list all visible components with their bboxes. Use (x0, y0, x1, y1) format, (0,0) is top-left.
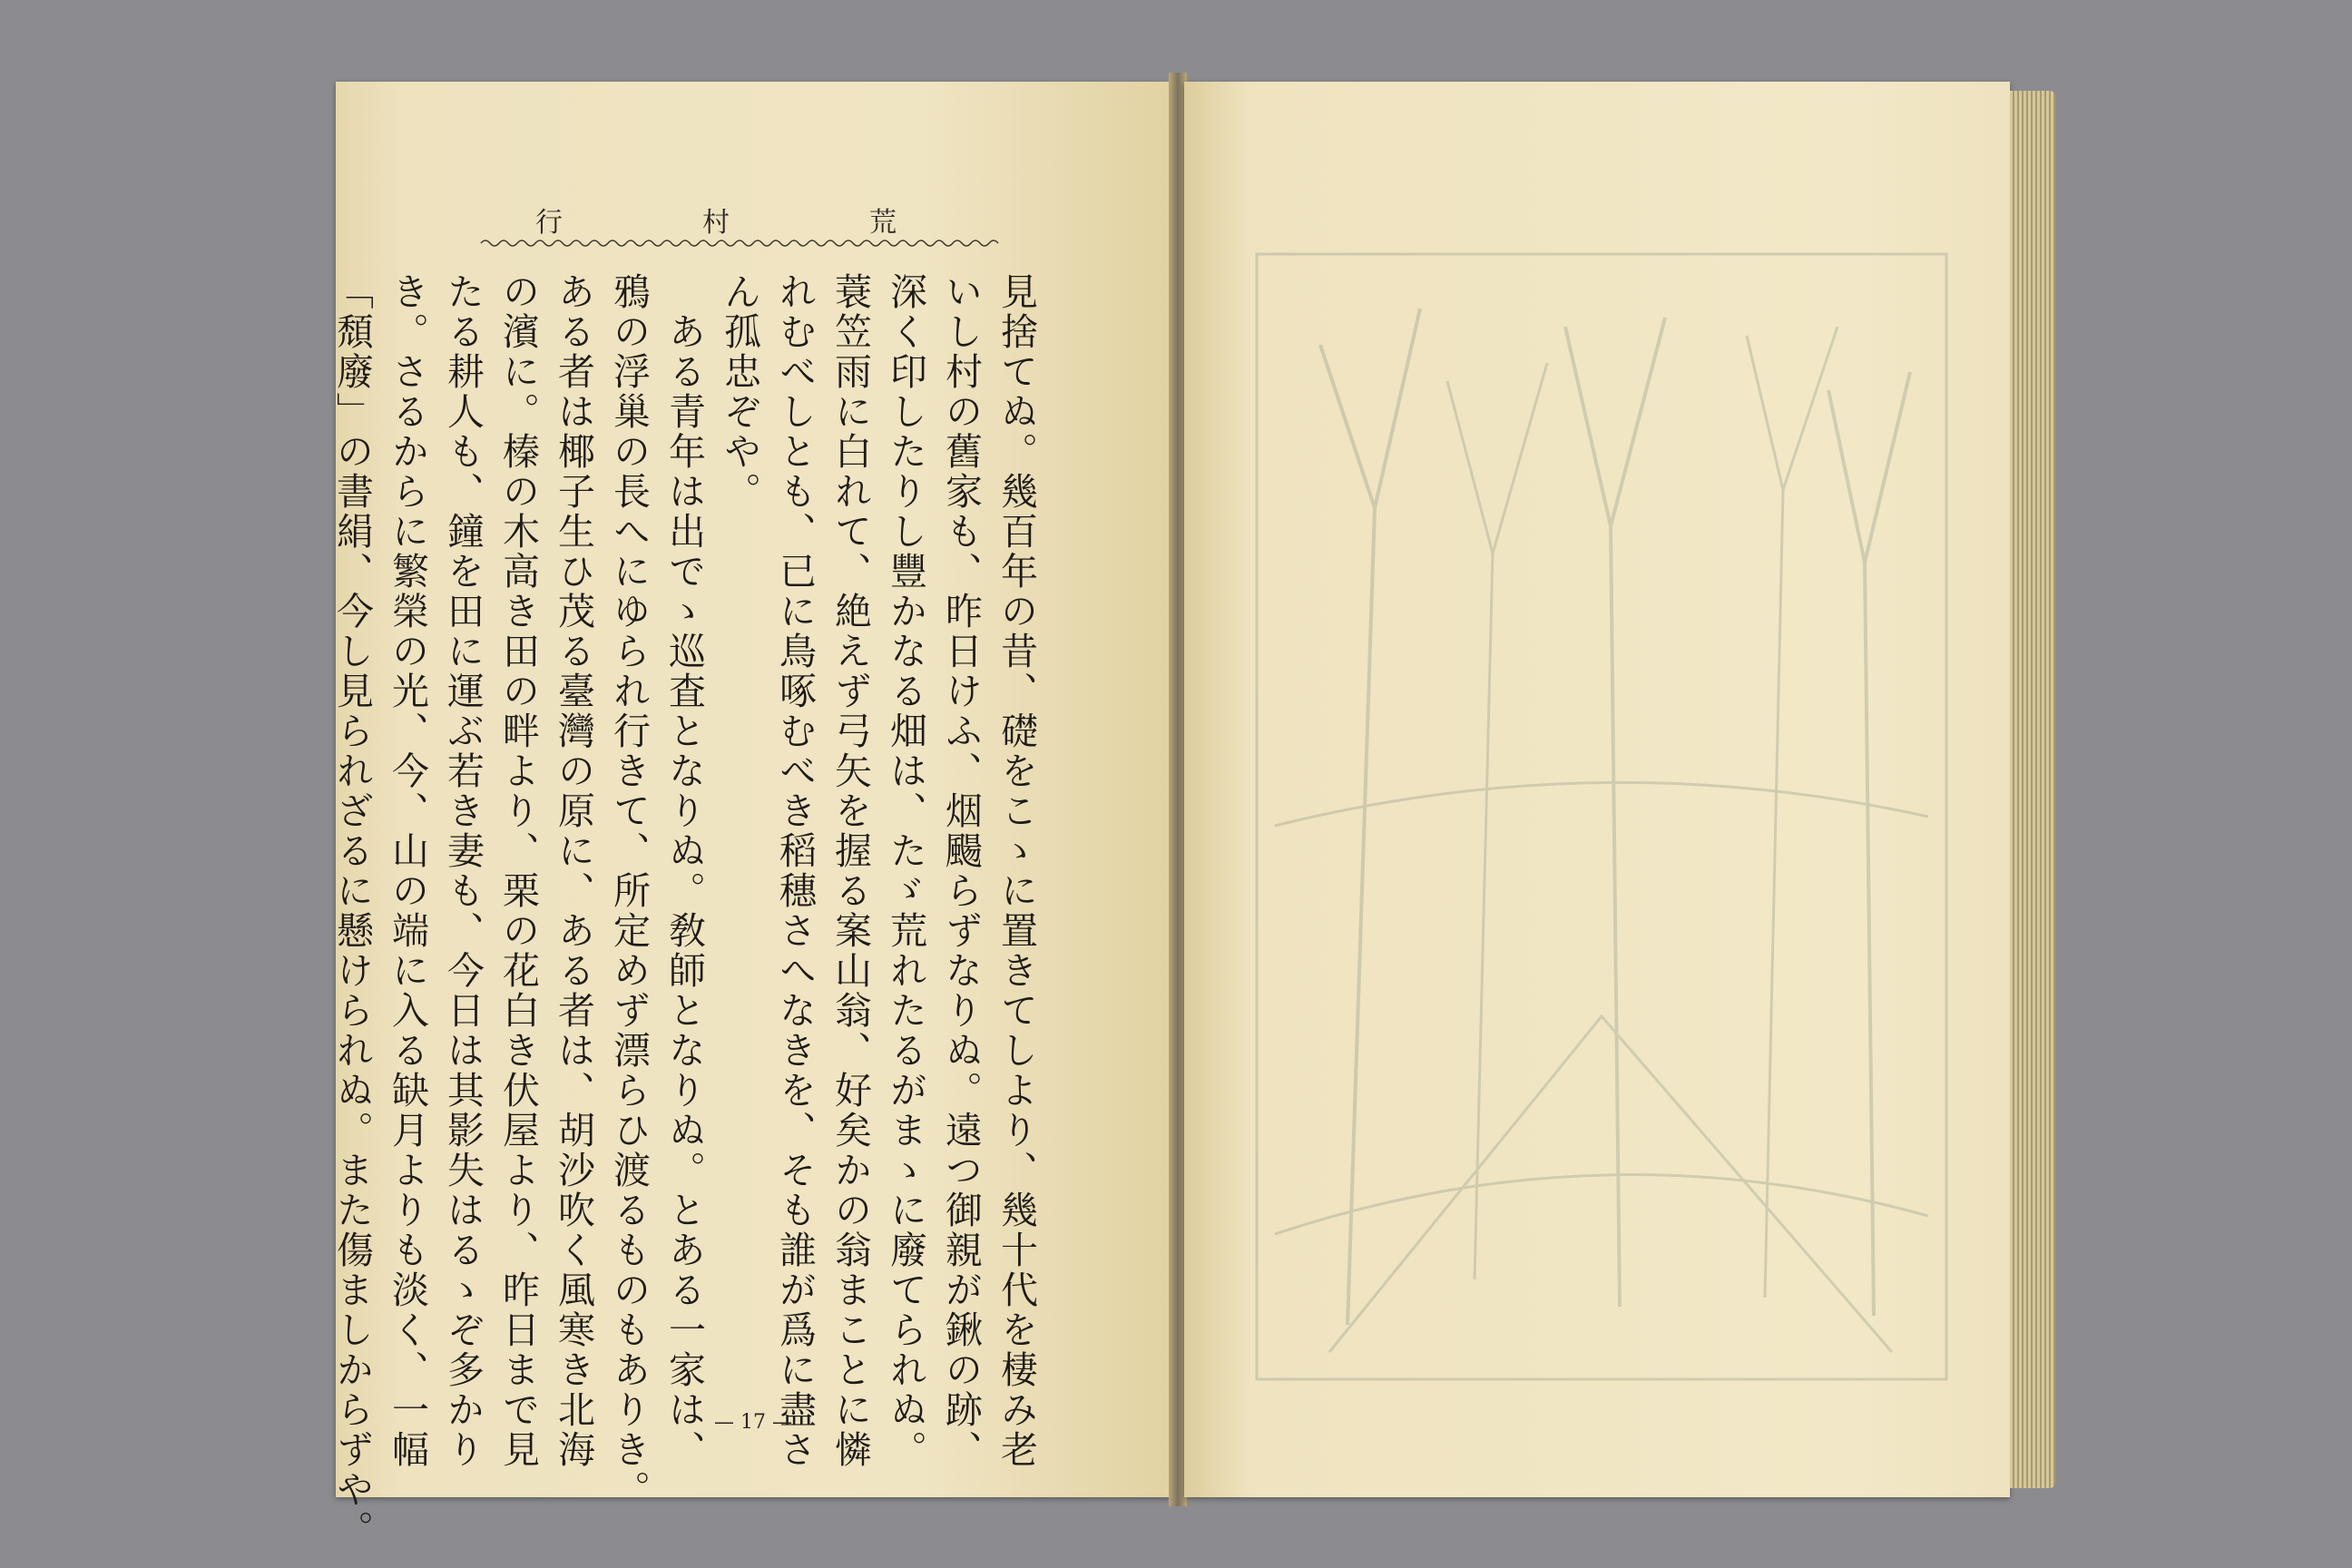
right-page (1184, 82, 2010, 1497)
text-column: 「頹廢」の書絹、今し見られざるに懸けられぬ。また傷ましからずや。 (330, 272, 374, 1550)
text-column: 深く印したりし豐かなる畑は、たゞ荒れたるがまゝに廢てられぬ。 (884, 272, 927, 1470)
running-head-char-3: 荒 (869, 207, 898, 239)
page-edges (2010, 91, 2055, 1488)
wavy-rule-divider (481, 236, 998, 250)
text-column: ん孤忠ぞや。 (718, 272, 761, 512)
text-column: れむべしとも、已に鳥啄むべき稻穗さへなきを、そも誰が爲に盡さ (773, 272, 817, 1470)
left-page (330, 82, 1171, 1550)
running-head-char-2: 村 (702, 207, 731, 239)
faint-forest-illustration (1239, 236, 1965, 1397)
running-head (535, 200, 898, 240)
text-column: いし村の舊家も、昨日けふ、烟颺らずなりぬ。遠つ御親が鍬の跡、 (939, 272, 983, 1470)
text-column: 鴉の浮巢の長へにゆられ行きて、所定めず漂らひ渡るものもありき。 (607, 272, 651, 1510)
text-column: の濱に。榛の木高き田の畔より、栗の花白き伏屋より、昨日まで見 (496, 272, 540, 1470)
text-column: き。さるからに繁榮の光、今、山の端に入る缺月よりも淡く、一幅 (386, 272, 429, 1470)
text-column: ある青年は出でゝ巡査となりぬ。敎師となりぬ。とある一家は、 (662, 272, 706, 1470)
text-column: 蓑笠雨に白れて、絶えず弓矢を握る案山翁、好矣かの翁まことに憐 (828, 272, 872, 1470)
page-number: — 17 — (714, 1411, 792, 1434)
text-column: 見捨てぬ。幾百年の昔、礎をこゝに置きてしより、幾十代を棲み老 (995, 272, 1038, 1470)
open-book (330, 73, 2060, 1550)
text-column: たる耕人も、鐘を田に運ぶ若き妻も、今日は其影失はるゝぞ多かり (441, 272, 485, 1470)
text-column: ある者は椰子生ひ茂る臺灣の原に、ある者は、胡沙吹く風寒き北海 (552, 272, 595, 1470)
running-head-char-1: 行 (535, 207, 564, 239)
